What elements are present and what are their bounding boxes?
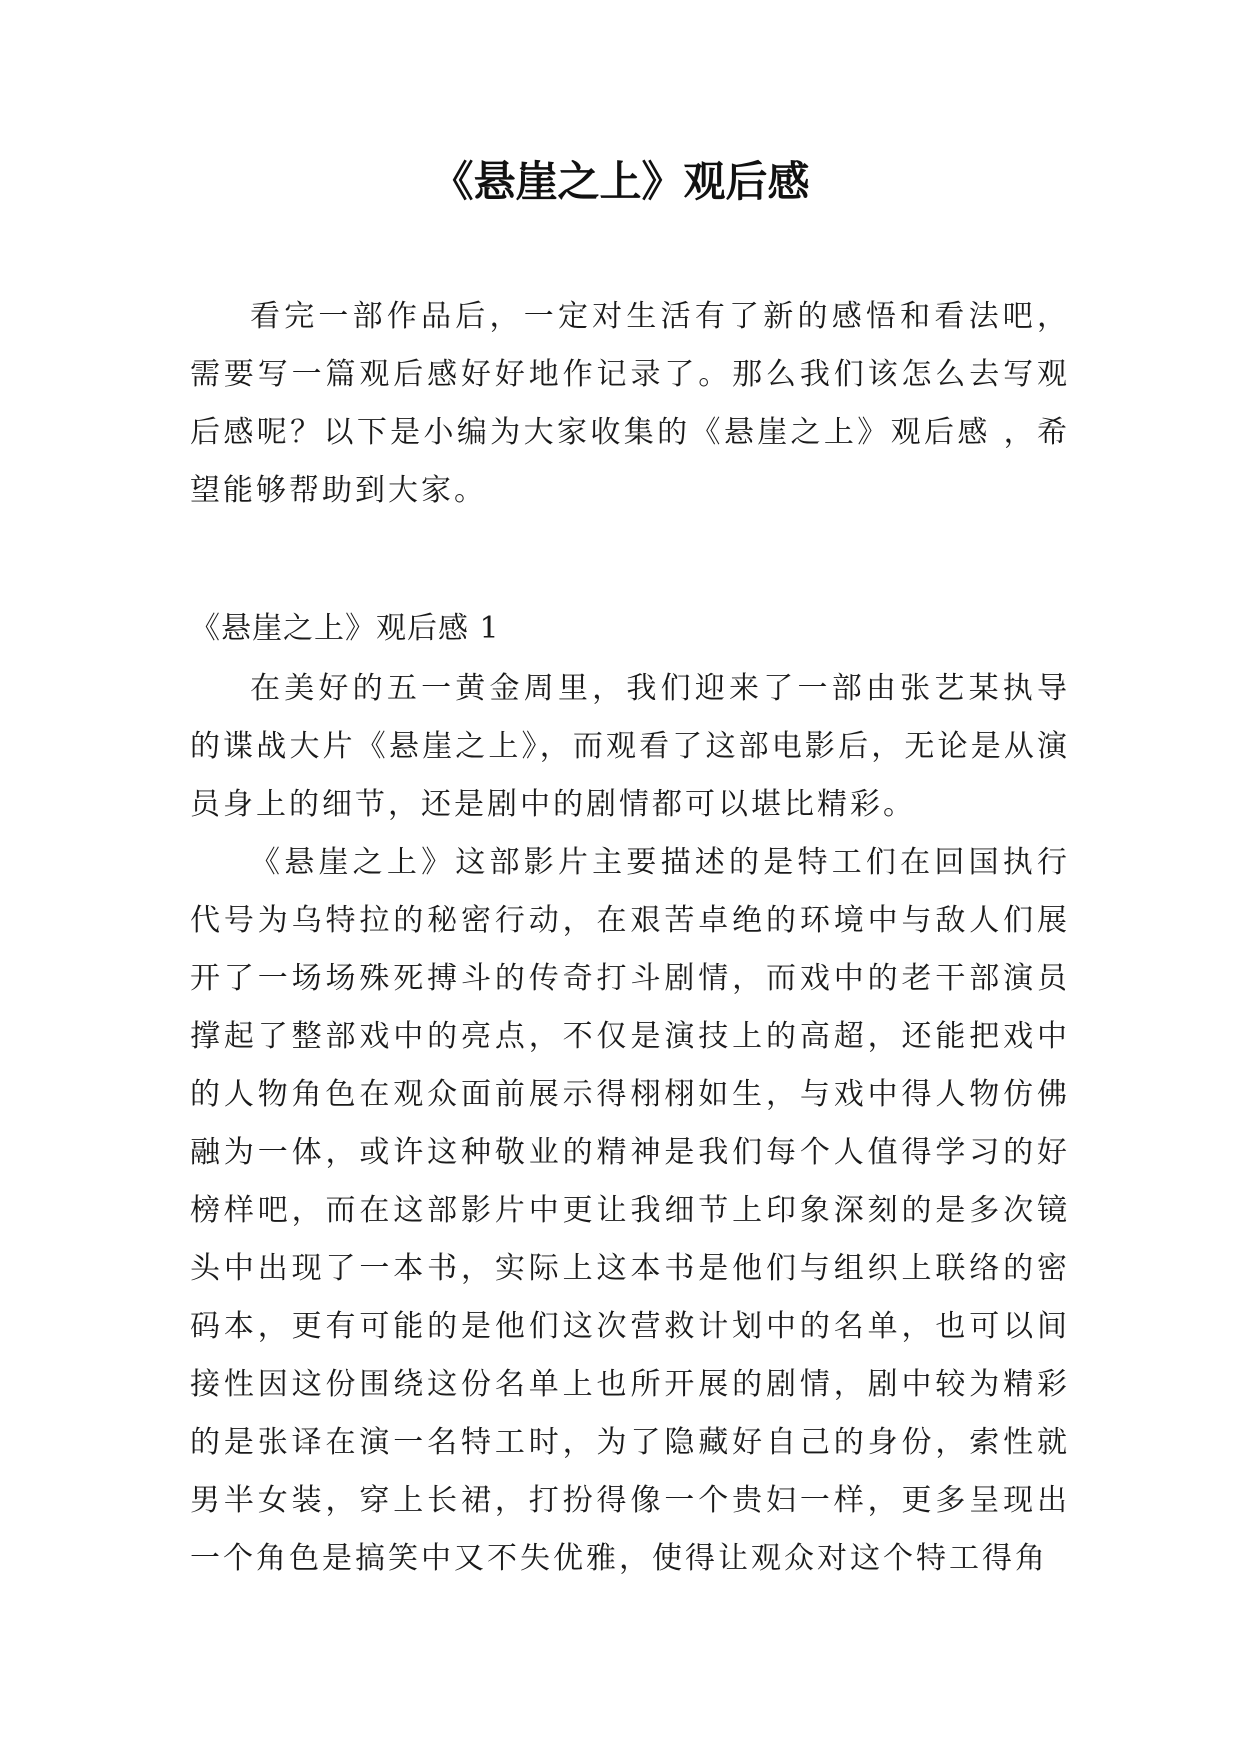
intro-paragraph: 看完一部作品后，一定对生活有了新的感悟和看法吧，需要写一篇观后感好好地作记录了。那么我们该怎么去写观后感呢？以下是小编为大家收集的《悬崖之上》观后感 ，希望能够帮助到大家。 bbox=[190, 299, 1070, 508]
section-heading: 《悬崖之上》观后感 1 bbox=[190, 611, 500, 646]
body-paragraph: 《悬崖之上》这部影片主要描述的是特工们在回国执行代号为乌特拉的秘密行动，在艰苦卓绝的环境中与敌人们展开了一场场殊死搏斗的传奇打斗剧情，而戏中的老干部演员撑起了整部戏中的亮点，不仅是演技上的高超，还能把戏中的人物角色在观众面前展示得栩栩如生，与戏中得人物仿佛融为一体，或许这种敬业的精神是我们每个人值得学习的好榜样吧，而在这部影片中更让我细节上印象深刻的是多次镜头中出现了一本书，实际上这本书是他们与组织上联络的密码本，更有可能的是他们这次营救计划中的名单，也可以间接性因这份围绕这份名单上也所开展的剧情，剧中较为精彩的是张译在演一名特工时，为了隐藏好自己的身份，索性就男半女装，穿上长裙，打扮得像一个贵妇一样，更多呈现出一个角色是搞笑中又不失优雅，使得让观众对这个特工得角 bbox=[190, 845, 1070, 1576]
document-title: 《悬崖之上》观后感 bbox=[431, 157, 810, 206]
document-body bbox=[190, 288, 1070, 1588]
body-paragraph: 在美好的五一黄金周里，我们迎来了一部由张艺某执导的谍战大片《悬崖之上》，而观看了这部电影后，无论是从演员身上的细节，还是剧中的剧情都可以堪比精彩。 bbox=[190, 671, 1070, 822]
essay-section-1 bbox=[190, 600, 1070, 1588]
